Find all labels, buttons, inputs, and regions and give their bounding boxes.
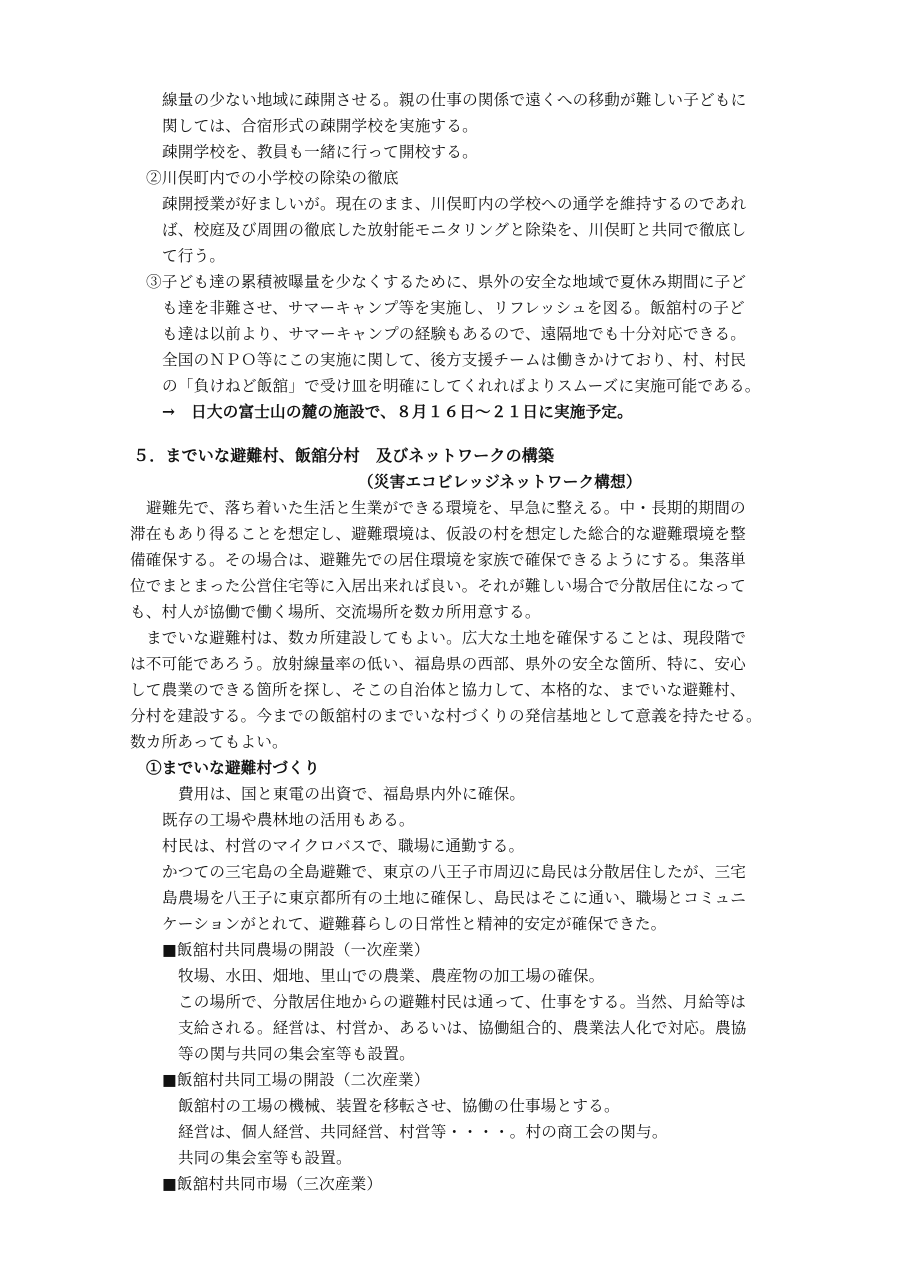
item3-line-1: ③子ども達の累積被曝量を少なくするために、県外の安全な地域で夏休み期間に子ど <box>146 273 747 291</box>
section5-para1-line-3: 備確保する。その場合は、避難先での居住環境を家族で確保できるようにする。集落単 <box>130 551 746 569</box>
intro-line-1: 線量の少ない地域に疎開させる。親の仕事の関係で遠くへの移動が難しい子どもに <box>162 91 747 109</box>
section5-para1-line-1: 避難先で、落ち着いた生活と生業ができる環境を、早急に整える。中・長期的期間の <box>146 499 746 517</box>
section5-para1-line-4: 位でまとまった公営住宅等に入居出来れば良い。それが難しい場合で分散居住になって <box>130 577 746 595</box>
sub1-line-6: ケーションがとれて、避難暮らしの日常性と精神的安定が確保できた。 <box>162 915 667 933</box>
section5-subtitle: （災害エコビレッジネットワーク構想） <box>358 472 642 491</box>
intro-line-2: 関しては、合宿形式の疎開学校を実施する。 <box>162 117 478 135</box>
farm-line-3: 支給される。経営は、村営か、あるいは、協働組合的、農業法人化で対応。農協 <box>178 1019 747 1037</box>
item3-line-4: 全国のＮＰＯ等にこの実施に関して、後方支援チームは働きかけており、村、村民 <box>162 351 747 369</box>
farm-line-4: 等の関与共同の集会室等も設置。 <box>178 1045 415 1063</box>
market-title: ■飯舘村共同市場（三次産業） <box>162 1175 383 1193</box>
sub1-line-4: かつての三宅島の全島避難で、東京の八王子市周辺に島民は分散居住したが、三宅 <box>162 863 747 881</box>
item2-title: ②川俣町内での小学校の除染の徹底 <box>146 169 399 187</box>
section5-para2-line-5: 数カ所あってもよい。 <box>130 733 288 751</box>
section5-para1-line-2: 滞在もあり得ることを想定し、避難環境は、仮設の村を想定した総合的な避難環境を整 <box>130 525 746 543</box>
sub1-line-3: 村民は、村営のマイクロバスで、職場に通勤する。 <box>162 837 525 855</box>
section5-para2-line-3: して農業のできる箇所を探し、そこの自治体と協力して、本格的な、までいな避難村、 <box>130 681 746 699</box>
intro-line-3: 疎開学校を、教員も一緒に行って開校する。 <box>162 143 478 161</box>
section5-para2-line-4: 分村を建設する。今までの飯舘村のまでいな村づくりの発信基地として意義を持たせる。 <box>130 707 762 725</box>
item2-line-2: ば、校庭及び周囲の徹底した放射能モニタリングと除染を、川俣町と共同で徹底し <box>162 221 747 239</box>
farm-line-1: 牧場、水田、畑地、里山での農業、農産物の加工場の確保。 <box>178 967 605 985</box>
item2-line-3: て行う。 <box>162 247 226 265</box>
factory-line-3: 共同の集会室等も設置。 <box>178 1149 352 1167</box>
farm-line-2: この場所で、分散居住地からの避難村民は通って、仕事をする。当然、月給等は <box>178 993 746 1011</box>
section5-para2-line-2: は不可能であろう。放射線量率の低い、福島県の西部、県外の安全な箇所、特に、安心 <box>130 655 746 673</box>
sub1-line-2: 既存の工場や農林地の活用もある。 <box>162 811 415 829</box>
farm-title: ■飯舘村共同農場の開設（一次産業） <box>162 941 430 959</box>
item3-line-2: も達を非難させ、サマーキャンプ等を実施し、リフレッシュを図る。飯舘村の子ど <box>162 299 745 317</box>
section5-para1-line-5: も、村人が協働で働く場所、交流場所を数カ所用意する。 <box>130 603 541 621</box>
item3-arrow-note: → 日大の富士山の麓の施設で、８月１６日～２１日に実施予定。 <box>162 402 633 421</box>
item3-line-5: の「負けねど飯舘」で受け皿を明確にしてくれればよりスムーズに実施可能である。 <box>162 377 761 395</box>
section5-title: ５．までいな避難村、飯舘分村 及びネットワークの構築 <box>133 446 555 465</box>
item2-line-1: 疎開授業が好ましいが。現在のまま、川俣町内の学校への通学を維持するのであれ <box>162 195 747 213</box>
sub1-line-5: 島農場を八王子に東京都所有の土地に確保し、島民はそこに通い、職場とコミュニ <box>162 889 747 907</box>
factory-line-1: 飯舘村の工場の機械、装置を移転させ、協働の仕事場とする。 <box>178 1097 620 1115</box>
sub1-line-1: 費用は、国と東電の出資で、福島県内外に確保。 <box>178 785 526 803</box>
factory-line-2: 経営は、個人経営、共同経営、村営等・・・・。村の商工会の関与。 <box>178 1123 668 1141</box>
factory-title: ■飯舘村共同工場の開設（二次産業） <box>162 1071 430 1089</box>
sub1-title: ①までいな避難村づくり <box>146 758 320 777</box>
item3-line-3: も達は以前より、サマーキャンプの経験もあるので、遠隔地でも十分対応できる。 <box>162 325 747 343</box>
section5-para2-line-1: までいな避難村は、数カ所建設してもよい。広大な土地を確保することは、現段階で <box>146 629 747 647</box>
